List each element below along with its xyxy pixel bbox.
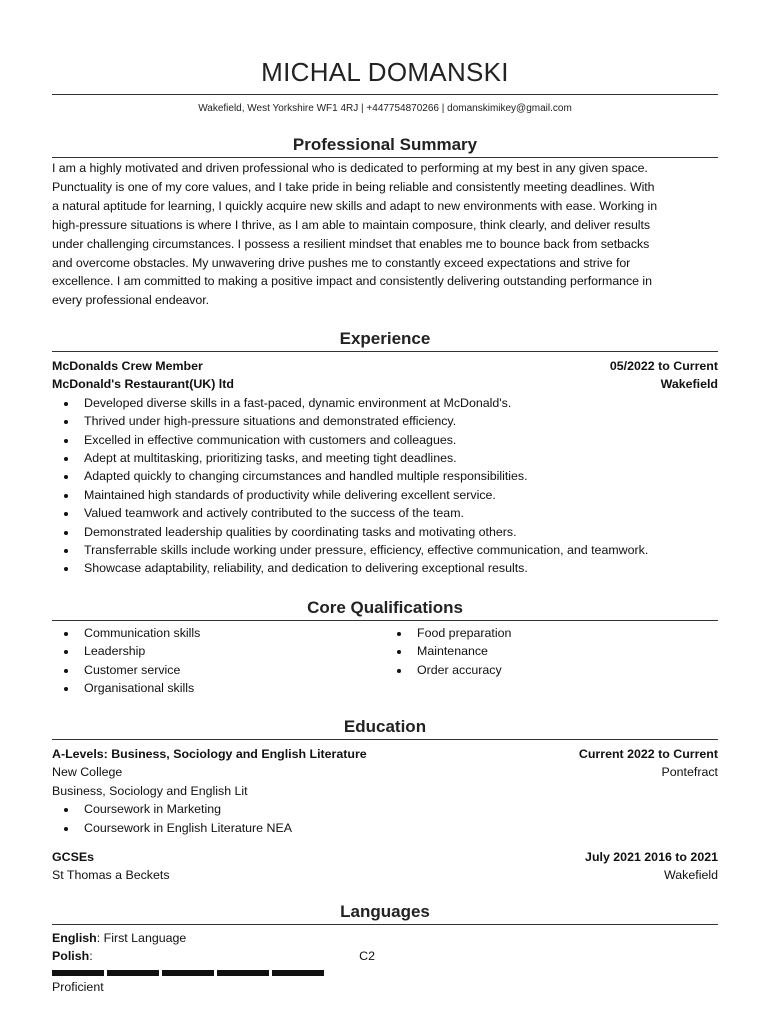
languages-divider <box>52 924 718 925</box>
summary-paragraph <box>52 159 718 310</box>
candidate-name: MICHAL DOMANSKI <box>261 57 509 87</box>
list-item: Maintenance <box>417 642 718 660</box>
qualifications-grid <box>52 624 718 698</box>
education-school-row <box>52 763 718 781</box>
language-name: English <box>52 931 97 945</box>
list-item: Organisational skills <box>84 679 385 697</box>
job-dates: 05/2022 to Current <box>609 359 718 373</box>
degree-dates: Current 2022 to Current <box>578 747 718 761</box>
experience-divider <box>52 351 718 352</box>
employer-name: McDonald's Restaurant(UK) ltd <box>52 377 234 392</box>
job-location: Wakefield <box>660 377 718 392</box>
qualifications-title: Core Qualifications <box>307 598 463 617</box>
summary-line: every professional endeavor. <box>52 293 210 308</box>
experience-title: Experience <box>339 329 431 348</box>
list-item: Transferrable skills include working under pressure, efficiency, effective communication, and teamwork. <box>84 541 718 559</box>
resume-page <box>52 0 718 994</box>
language-level: C2 <box>359 949 375 964</box>
education-section <box>52 716 718 885</box>
list-item: Adept at multitasking, prioritizing tasks, and meeting tight deadlines. <box>84 449 718 467</box>
summary-title: Professional Summary <box>292 135 478 154</box>
contact-line: Wakefield, West Yorkshire WF1 4RJ | +447754870266 | domanskimikey@gmail.com <box>198 103 572 114</box>
language-english <box>52 929 718 947</box>
list-item: Showcase adaptability, reliability, and dedication to delivering exceptional results. <box>84 559 718 577</box>
degree-title: A-Levels: Business, Sociology and English Literature <box>52 747 367 761</box>
job-title: McDonalds Crew Member <box>52 359 203 373</box>
education-school-row <box>52 866 718 884</box>
language-separator: : <box>89 949 93 964</box>
employer-row <box>52 375 718 393</box>
summary-line: and overcome obstacles. My unwavering drive pushes me to constantly exceed expectations and strive for <box>52 255 631 270</box>
education-entry-header <box>52 745 718 763</box>
degree-dates: July 2021 2016 to 2021 <box>585 850 718 865</box>
summary-line: under challenging circumstances. I possess a resilient mindset that enables me to bounce back from setbacks <box>52 236 650 251</box>
list-item: Leadership <box>84 642 385 660</box>
summary-line: high-pressure situations is where I thrive, as I am able to maintain composure, think clearly, and deliver results <box>52 217 651 232</box>
language-proficiency-bar <box>52 970 375 976</box>
degree-title: GCSEs <box>52 850 95 865</box>
list-item: Coursework in English Literature NEA <box>84 819 718 837</box>
list-item: Developed diverse skills in a fast-paced, dynamic environment at McDonald's. <box>84 394 718 412</box>
languages-section <box>52 901 718 996</box>
proficiency-segment <box>162 970 214 976</box>
summary-section <box>52 134 718 310</box>
experience-section <box>52 328 718 578</box>
header-divider <box>52 94 718 95</box>
education-title: Education <box>343 717 427 736</box>
list-item: Maintained high standards of productivity while delivering excellent service. <box>84 486 718 504</box>
school-name: New College <box>52 765 123 780</box>
summary-line: Punctuality is one of my core values, and I take pride in being reliable and consistently meeting deadlines. With <box>52 179 655 194</box>
school-name: St Thomas a Beckets <box>52 868 170 883</box>
language-name: Polish <box>52 949 90 964</box>
qualifications-section <box>52 597 718 698</box>
qualifications-right-column <box>385 624 718 698</box>
qualifications-left-column <box>52 624 385 698</box>
list-item: Demonstrated leadership qualities by coordinating tasks and motivating others. <box>84 523 718 541</box>
summary-line: a natural aptitude for learning, I quickly acquire new skills and adapt to new environments with ease. Working in <box>52 198 658 213</box>
language-proficiency-label: Proficient <box>52 979 104 994</box>
job-bullets <box>52 394 718 578</box>
list-item: Coursework in Marketing <box>84 800 718 818</box>
list-item: Adapted quickly to changing circumstances and handled multiple responsibilities. <box>84 467 718 485</box>
list-item: Food preparation <box>417 624 718 642</box>
summary-divider <box>52 157 718 158</box>
language-level: : First Language <box>96 931 187 945</box>
proficiency-segment <box>272 970 324 976</box>
language-proficiency-row <box>52 978 375 996</box>
proficiency-segment <box>107 970 159 976</box>
list-item: Excelled in effective communication with customers and colleagues. <box>84 431 718 449</box>
list-item: Customer service <box>84 661 385 679</box>
school-location: Pontefract <box>661 765 718 780</box>
languages-title: Languages <box>340 902 430 921</box>
field-of-study: Business, Sociology and English Lit <box>52 783 248 798</box>
summary-line: excellence. I am committed to making a positive impact and consistently delivering outstanding performance in <box>52 274 652 289</box>
qualifications-divider <box>52 620 718 621</box>
language-polish <box>52 947 375 996</box>
proficiency-segment <box>52 970 104 976</box>
list-item: Thrived under high-pressure situations and demonstrated efficiency. <box>84 412 718 430</box>
job-header-row <box>52 357 718 375</box>
proficiency-segment <box>217 970 269 976</box>
school-location: Wakefield <box>664 868 718 883</box>
list-item: Order accuracy <box>417 661 718 679</box>
list-item: Valued teamwork and actively contributed to the success of the team. <box>84 504 718 522</box>
summary-line: I am a highly motivated and driven professional who is dedicated to performing at my best in any given space. <box>52 161 648 175</box>
list-item: Communication skills <box>84 624 385 642</box>
education-divider <box>52 739 718 740</box>
education-entry-header <box>52 848 718 866</box>
language-polish-row <box>52 947 375 965</box>
education-bullets <box>52 800 718 837</box>
education-field-row <box>52 782 718 800</box>
